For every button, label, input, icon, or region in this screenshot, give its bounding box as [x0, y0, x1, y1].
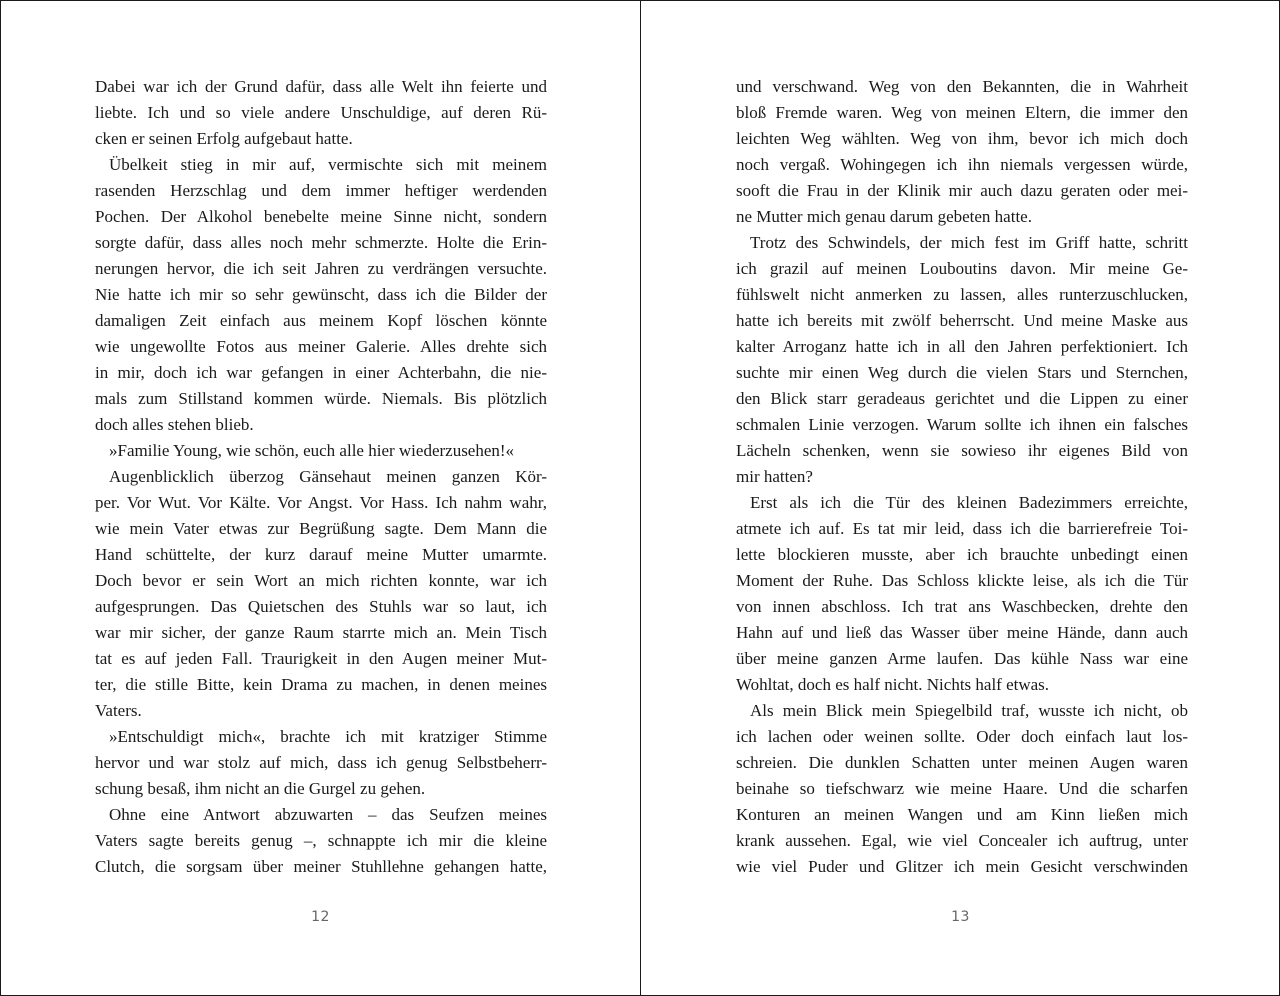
text-line: Wohltat, doch es half nicht. Nichts half etwas. [736, 675, 1050, 694]
text-line: ich lachen oder weinen sollte. Oder doch einfach laut los- [736, 727, 1188, 746]
text-line: nerungen hervor, die ich seit Jahren zu verdrängen versuchte. [95, 259, 547, 278]
text-line: war mir sicher, der ganze Raum starrte mich an. Mein Tisch [95, 623, 547, 642]
text-line: schmalen Linie verzogen. Warum sollte ich ihnen ein falsches [736, 415, 1188, 434]
text-line: Hand schüttelte, der kurz darauf meine Mutter umarmte. [95, 545, 547, 564]
right-page [641, 1, 1280, 995]
text-line: doch alles stehen blieb. [95, 415, 254, 434]
text-line: den Blick starr geradeaus gerichtet und die Lippen zu einer [736, 389, 1188, 408]
text-line: Hahn auf und ließ das Wasser über meine Hände, dann auch [736, 623, 1188, 642]
text-line: lette blockieren musste, aber ich brauchte unbedingt einen [736, 545, 1188, 564]
text-line: liebte. Ich und so viele andere Unschuldige, auf deren Rü- [95, 103, 547, 122]
text-line: Erst als ich die Tür des kleinen Badezimmers erreichte, [750, 493, 1188, 512]
text-line: Lächeln schenken, wenn sie sowieso ihr eigenes Bild von [736, 441, 1188, 460]
text-line: »Entschuldigt mich«, brachte ich mit kratziger Stimme [109, 727, 547, 746]
text-line: Trotz des Schwindels, der mich fest im Griff hatte, schritt [750, 233, 1188, 252]
text-line: Übelkeit stieg in mir auf, vermischte sich mit meinem [109, 155, 547, 174]
text-line: Konturen an meinen Wangen und am Kinn ließen mich [736, 805, 1188, 824]
text-line: ter, die stille Bitte, kein Drama zu machen, in denen meines [95, 675, 547, 694]
text-line: in mir, doch ich war gefangen in einer Achterbahn, die nie- [95, 363, 547, 382]
text-line: »Familie Young, wie schön, euch alle hier wiederzusehen!« [109, 441, 515, 460]
text-line: kalter Arroganz hatte ich in all den Jahren perfektioniert. Ich [736, 337, 1188, 356]
right-page-number: 13 [951, 909, 970, 925]
text-line: mals zum Stillstand kommen würde. Niemals. Bis plötzlich [95, 389, 547, 408]
text-line: krank aussehen. Egal, wie viel Concealer ich auftrug, unter [736, 831, 1188, 850]
text-line: per. Vor Wut. Vor Kälte. Vor Angst. Vor Hass. Ich nahm wahr, [95, 493, 547, 512]
right-page-body [736, 74, 1188, 880]
text-line: beinahe so tiefschwarz wie meine Haare. Und die scharfen [736, 779, 1188, 798]
text-line: wie ungewollte Fotos aus meiner Galerie. Alles drehte sich [95, 337, 547, 356]
text-line: Augenblicklich überzog Gänsehaut meinen ganzen Kör- [109, 467, 547, 486]
text-line: von innen abschloss. Ich trat ans Waschbecken, drehte den [736, 597, 1188, 616]
text-line: Doch bevor er sein Wort an mich richten konnte, war ich [95, 571, 547, 590]
text-line: noch vergaß. Wohingegen ich ihn niemals vergessen würde, [736, 155, 1188, 174]
text-line: Vaters sagte bereits genug –, schnappte ich mir die kleine [95, 831, 547, 850]
text-line: und verschwand. Weg von den Bekannten, die in Wahrheit [736, 77, 1188, 96]
text-line: schung besaß, ihm nicht an die Gurgel zu gehen. [95, 779, 426, 798]
text-line: cken er seinen Erfolg aufgebaut hatte. [95, 129, 353, 148]
text-line: sorgte dafür, dass alles noch mehr schmerzte. Holte die Erin- [95, 233, 547, 252]
text-line: aufgesprungen. Das Quietschen des Stuhls war so laut, ich [95, 597, 547, 616]
text-line: Ohne eine Antwort abzuwarten – das Seufzen meines [109, 805, 547, 824]
text-line: wie viel Puder und Glitzer ich mein Gesicht verschwinden [736, 857, 1188, 876]
text-line: damaligen Zeit einfach aus meinem Kopf löschen könnte [95, 311, 547, 330]
text-line: schreien. Die dunklen Schatten unter meinen Augen waren [736, 753, 1188, 772]
text-line: leichten Weg wählten. Weg von ihm, bevor ich mich doch [736, 129, 1188, 148]
text-line: suchte mir einen Weg durch die vielen Stars und Sternchen, [736, 363, 1188, 382]
text-line: atmete ich auf. Es tat mir leid, dass ich die barrierefreie Toi- [736, 519, 1188, 538]
text-line: bloß Fremde waren. Weg von meinen Eltern, die immer den [736, 103, 1188, 122]
text-line: tat es auf jeden Fall. Traurigkeit in den Augen meiner Mut- [95, 649, 547, 668]
text-line: Dabei war ich der Grund dafür, dass alle Welt ihn feierte und [95, 77, 547, 96]
left-page [1, 1, 640, 995]
left-page-body [95, 74, 547, 880]
text-line: ich grazil auf meinen Louboutins davon. Mir meine Ge- [736, 259, 1188, 278]
text-line: über meine ganzen Arme laufen. Das kühle Nass war eine [736, 649, 1188, 668]
text-line: mir hatten? [736, 467, 813, 486]
text-line: rasenden Herzschlag und dem immer heftiger werdenden [95, 181, 547, 200]
text-line: Clutch, die sorgsam über meiner Stuhllehne gehangen hatte, [95, 857, 547, 876]
text-line: Moment der Ruhe. Das Schloss klickte leise, als ich die Tür [736, 571, 1188, 590]
text-line: wie mein Vater etwas zur Begrüßung sagte. Dem Mann die [95, 519, 547, 538]
text-line: hatte ich bereits mit zwölf beherrscht. Und meine Maske aus [736, 311, 1188, 330]
text-line: fühlswelt nicht anmerken zu lassen, alles runterzuschlucken, [736, 285, 1188, 304]
text-line: hervor und war stolz auf mich, dass ich genug Selbstbeherr- [95, 753, 547, 772]
text-line: Als mein Blick mein Spiegelbild traf, wusste ich nicht, ob [750, 701, 1188, 720]
text-line: Pochen. Der Alkohol benebelte meine Sinne nicht, sondern [95, 207, 547, 226]
text-line: ne Mutter mich genau darum gebeten hatte. [736, 207, 1032, 226]
text-line: Vaters. [95, 701, 142, 720]
text-line: Nie hatte ich mir so sehr gewünscht, dass ich die Bilder der [95, 285, 547, 304]
text-line: sooft die Frau in der Klinik mir auch dazu geraten oder mei- [736, 181, 1188, 200]
left-page-number: 12 [311, 909, 330, 925]
